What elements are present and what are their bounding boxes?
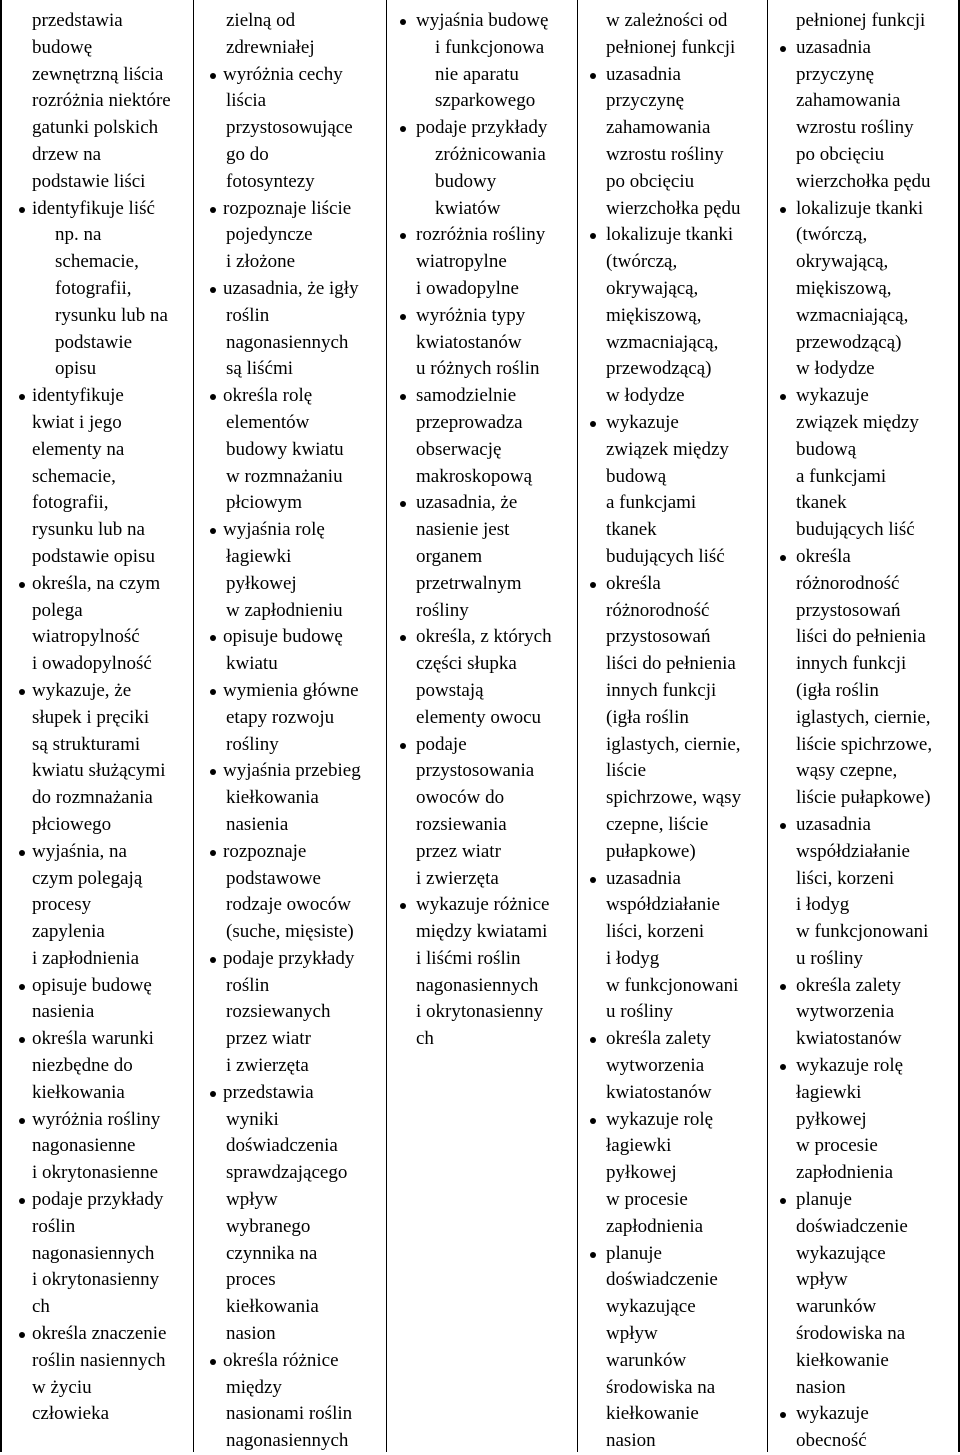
bullet-item-line: uzasadnia	[578, 866, 767, 893]
text-line: przyczynę	[796, 63, 875, 85]
text-line: liści, korzeni	[796, 867, 895, 889]
text-line: kiełkowania	[226, 787, 319, 809]
bullet-item-line: planuje	[578, 1241, 767, 1268]
text-line: proces	[226, 1269, 276, 1291]
text-line: (igła roślin	[606, 706, 689, 728]
text-line: kwiatostanów	[606, 1081, 712, 1103]
text-line: zewnętrzną liścia	[32, 63, 164, 85]
text-line: do rozmnażania	[32, 787, 153, 809]
text-line: elementów	[226, 411, 310, 433]
text-line: procesy	[32, 894, 92, 916]
text-line: kwiatu	[226, 653, 278, 675]
text-line: fotografii,	[32, 492, 109, 514]
text-line: i zwierzęta	[416, 867, 499, 889]
text-line: budujących liść	[796, 519, 915, 541]
text-line: i funkcjonowa	[435, 36, 545, 58]
text-line: i łodyg	[606, 947, 660, 969]
text-line: łagiewki	[796, 1081, 862, 1103]
text-line: budową	[606, 465, 667, 487]
bullet-item-line: określa, z których	[387, 624, 577, 651]
text-line: pełnionej funkcji	[796, 10, 926, 31]
text-line: liści do pełnienia	[796, 626, 926, 648]
text-line: nasion	[226, 1323, 276, 1345]
text-line: wybranego	[226, 1215, 311, 1237]
bullet-item-line: wyjaśnia budowę	[387, 8, 577, 35]
column-4	[578, 0, 768, 1452]
text-line: nagonasiennych	[416, 974, 539, 996]
text-line: nagonasienne	[32, 1135, 136, 1157]
bullet-item-line: podaje przykłady	[387, 115, 577, 142]
text-line: nagonasiennych	[226, 1430, 349, 1452]
text-line: schemacie,	[32, 465, 116, 487]
text-line: między kwiatami	[416, 921, 548, 943]
bullet-item-line: opisuje budowę	[194, 624, 386, 651]
bullet-item-line: określa znaczenie	[2, 1321, 193, 1348]
text-line: doświadczenie	[796, 1215, 908, 1237]
text-line: między	[226, 1376, 282, 1398]
bullet-item-line: uzasadnia, że igły	[194, 276, 386, 303]
text-line: drzew na	[32, 143, 102, 165]
text-line: czynnika na	[226, 1242, 318, 1264]
text-line: liście spichrzowe,	[796, 733, 933, 755]
text-line: u różnych roślin	[416, 358, 540, 380]
bullet-item-line: wykazuje	[578, 410, 767, 437]
text-line: w zależności od	[606, 10, 728, 31]
text-line: wierzchołka pędu	[606, 197, 741, 219]
text-line: spichrzowe, wąsy	[606, 787, 742, 809]
text-line: budową	[796, 438, 857, 460]
bullet-item-line: przedstawia	[194, 1080, 386, 1107]
bullet-item-line: wykazuje rolę	[768, 1053, 960, 1080]
text-line: liście pułapkowe)	[796, 787, 931, 809]
bullet-item-line: wykazuje, że	[2, 678, 193, 705]
text-line: słupek i pręciki	[32, 706, 150, 728]
bullet-item-line: lokalizuje tkanki	[578, 222, 767, 249]
text-line: i owadopylne	[416, 277, 519, 299]
bullet-item-line: wyjaśnia rolę	[194, 517, 386, 544]
bullet-item-line: wyjaśnia, na	[2, 839, 193, 866]
text-line: kiełkowania	[32, 1081, 125, 1103]
text-line: wpływ	[796, 1269, 848, 1291]
text-line: są strukturami	[32, 733, 141, 755]
text-line: przystosowań	[796, 599, 901, 621]
text-line: nasion	[796, 1376, 846, 1398]
text-line: i złożone	[226, 251, 296, 273]
text-line: różnorodność	[796, 572, 900, 594]
text-line: iglastych, ciernie,	[796, 706, 931, 728]
text-line: miękiszową,	[796, 277, 892, 299]
text-line: kwiat i jego	[32, 411, 122, 433]
text-line: i okrytonasienne	[32, 1162, 159, 1184]
text-line: elementy na	[32, 438, 125, 460]
text-line: wyniki	[226, 1108, 279, 1130]
bullet-item-line: uzasadnia, że	[387, 490, 577, 517]
text-line: zapylenia	[32, 921, 105, 943]
text-line: powstają	[416, 679, 484, 701]
column-4-list	[578, 0, 767, 1455]
bullet-item-line: lokalizuje tkanki	[768, 196, 960, 223]
bullet-item-line: wyjaśnia przebieg	[194, 758, 386, 785]
text-line: podstawowe	[226, 867, 321, 889]
bullet-item-line: podaje przykłady	[194, 946, 386, 973]
bullet-item-line: wykazuje rolę	[578, 1107, 767, 1134]
bullet-item-line: rozpoznaje liście	[194, 196, 386, 223]
text-line: przewodzącą)	[796, 331, 902, 353]
column-3-list	[387, 0, 577, 1053]
bullet-item-line: opisuje budowę	[2, 973, 193, 1000]
text-line: doświadczenie	[606, 1269, 718, 1291]
text-line: warunków	[606, 1349, 687, 1371]
text-line: nasionami roślin	[226, 1403, 353, 1425]
text-line: np. na	[55, 224, 102, 246]
text-line: podstawie	[55, 331, 133, 353]
text-line: rozsiewanych	[226, 1001, 331, 1023]
bullet-item-line: określa zalety	[768, 973, 960, 1000]
text-line: przez wiatr	[416, 840, 501, 862]
text-line: w funkcjonowani	[796, 921, 929, 943]
text-line: przetrwalnym	[416, 572, 522, 594]
text-line: nasienie jest	[416, 519, 510, 541]
text-line: doświadczenia	[226, 1135, 338, 1157]
text-line: (suche, mięsiste)	[226, 921, 354, 943]
bullet-item-line: uzasadnia	[578, 62, 767, 89]
text-line: (twórczą,	[796, 224, 868, 246]
text-line: roślin	[32, 1215, 76, 1237]
text-line: wzmacniającą,	[606, 331, 719, 353]
text-line: roślin	[226, 974, 270, 996]
text-line: liścia	[226, 90, 267, 112]
text-line: iglastych, ciernie,	[606, 733, 741, 755]
text-line: i liśćmi roślin	[416, 947, 521, 969]
text-line: budowę	[32, 36, 93, 58]
text-line: łagiewki	[226, 545, 292, 567]
text-line: rośliny	[416, 599, 469, 621]
bullet-item-line: określa różnice	[194, 1348, 386, 1375]
text-line: w życiu	[32, 1376, 92, 1398]
text-line: przystosowania	[416, 760, 535, 782]
bullet-item-line: wyróżnia typy	[387, 303, 577, 330]
text-line: makroskopową	[416, 465, 533, 487]
bullet-item-line: określa zalety	[578, 1026, 767, 1053]
text-line: i łodyg	[796, 894, 850, 916]
bullet-item-line: określa rolę	[194, 383, 386, 410]
bullet-item-line: identyfikuje liść	[2, 196, 193, 223]
text-line: różnorodność	[606, 599, 710, 621]
text-line: budowy	[435, 170, 497, 192]
text-line: przeprowadza	[416, 411, 523, 433]
bullet-item-line: wykazuje	[768, 1401, 960, 1428]
text-line: w procesie	[796, 1135, 878, 1157]
text-line: współdziałanie	[606, 894, 720, 916]
text-line: etapy rozwoju	[226, 706, 335, 728]
bullet-item-line: wykazuje	[768, 383, 960, 410]
text-line: podstawie opisu	[32, 545, 155, 567]
text-line: zielną od	[226, 10, 296, 31]
text-line: zapłodnienia	[796, 1162, 894, 1184]
text-line: zahamowania	[606, 117, 711, 139]
text-line: rośliny	[226, 733, 279, 755]
text-line: rozsiewania	[416, 813, 507, 835]
text-line: wykazujące	[606, 1296, 696, 1318]
text-line: fotosyntezy	[226, 170, 315, 192]
text-line: ch	[416, 1028, 434, 1050]
text-line: przystosowujące	[226, 117, 353, 139]
text-line: części słupka	[416, 653, 517, 675]
text-line: tkanek	[606, 519, 657, 541]
text-line: okrywającą,	[606, 277, 699, 299]
text-line: przystosowań	[606, 626, 711, 648]
text-line: kwiatu służącymi	[32, 760, 166, 782]
column-5-list	[768, 0, 960, 1455]
text-line: pełnionej funkcji	[606, 36, 736, 58]
text-line: budowy kwiatu	[226, 438, 344, 460]
text-line: wierzchołka pędu	[796, 170, 931, 192]
text-line: płciowym	[226, 492, 302, 514]
text-line: czepne, liście	[606, 813, 709, 835]
text-line: kwiatostanów	[416, 331, 522, 353]
text-line: roślin	[226, 304, 270, 326]
text-line: elementy owocu	[416, 706, 542, 728]
text-line: związek między	[606, 438, 729, 460]
text-line: i zwierzęta	[226, 1055, 309, 1077]
column-2-list	[194, 0, 386, 1455]
text-line: wpływ	[226, 1189, 278, 1211]
text-line: w rozmnażaniu	[226, 465, 343, 487]
text-line: związek między	[796, 411, 919, 433]
text-line: kiełkowania	[226, 1296, 319, 1318]
text-line: obecność	[796, 1430, 867, 1452]
text-line: zahamowania	[796, 90, 901, 112]
text-line: zdrewniałej	[226, 36, 315, 58]
text-line: (twórczą,	[606, 251, 678, 273]
text-line: w funkcjonowani	[606, 974, 739, 996]
text-line: wąsy czepne,	[796, 760, 898, 782]
text-line: rozróżnia niektóre	[32, 90, 171, 112]
text-line: po obcięciu	[606, 170, 695, 192]
text-line: obserwację	[416, 438, 502, 460]
text-line: u rośliny	[796, 947, 864, 969]
text-line: owoców do	[416, 787, 505, 809]
text-line: rysunku lub na	[32, 519, 145, 541]
text-line: przedstawia	[32, 10, 123, 31]
text-line: rodzaje owoców	[226, 894, 352, 916]
text-line: organem	[416, 545, 483, 567]
text-line: w łodydze	[796, 358, 875, 380]
text-line: i okrytonasienny	[416, 1001, 544, 1023]
column-5	[768, 0, 960, 1452]
text-line: szparkowego	[435, 90, 536, 112]
text-line: nasienia	[226, 813, 289, 835]
text-line: tkanek	[796, 492, 847, 514]
text-line: nagonasiennych	[32, 1242, 155, 1264]
text-line: nasion	[606, 1430, 656, 1452]
text-line: płciowego	[32, 813, 112, 835]
text-line: i owadopylność	[32, 653, 152, 675]
text-line: w zapłodnieniu	[226, 599, 343, 621]
bullet-item-line: określa warunki	[2, 1026, 193, 1053]
text-line: warunków	[796, 1296, 877, 1318]
text-line: liści do pełnienia	[606, 653, 736, 675]
bullet-item-line: określa, na czym	[2, 571, 193, 598]
bullet-item-line: rozróżnia rośliny	[387, 222, 577, 249]
text-line: budujących liść	[606, 545, 725, 567]
text-line: a funkcjami	[796, 465, 887, 487]
text-line: okrywającą,	[796, 251, 889, 273]
text-line: środowiska na	[606, 1376, 716, 1398]
text-line: przyczynę	[606, 90, 685, 112]
bullet-item-line: określa	[768, 544, 960, 571]
text-line: nie aparatu	[435, 63, 519, 85]
text-line: i zapłodnienia	[32, 947, 140, 969]
text-line: wpływ	[606, 1323, 658, 1345]
text-line: a funkcjami	[606, 492, 697, 514]
text-line: po obcięciu	[796, 143, 885, 165]
text-line: przewodzącą)	[606, 358, 712, 380]
text-line: są liśćmi	[226, 358, 294, 380]
column-1-list	[2, 0, 193, 1428]
text-line: pyłkowej	[226, 572, 297, 594]
bullet-item-line: wykazuje różnice	[387, 892, 577, 919]
text-line: przez wiatr	[226, 1028, 311, 1050]
bullet-item-line: wymienia główne	[194, 678, 386, 705]
text-line: fotografii,	[55, 277, 132, 299]
text-line: wiatropylność	[32, 626, 140, 648]
text-line: kwiatostanów	[796, 1028, 902, 1050]
text-line: podstawie liści	[32, 170, 146, 192]
text-line: zróżnicowania	[435, 143, 546, 165]
text-line: i okrytonasienny	[32, 1269, 160, 1291]
column-1	[2, 0, 194, 1452]
text-line: pułapkowe)	[606, 840, 696, 862]
bullet-item-line: planuje	[768, 1187, 960, 1214]
column-3	[387, 0, 578, 1452]
bullet-item-line: samodzielnie	[387, 383, 577, 410]
text-line: nasienia	[32, 1001, 95, 1023]
text-line: wzrostu rośliny	[606, 143, 724, 165]
text-line: miękiszową,	[606, 304, 702, 326]
bullet-item-line: uzasadnia	[768, 35, 960, 62]
text-line: wiatropylne	[416, 251, 507, 273]
text-line: wzmacniającą,	[796, 304, 909, 326]
text-line: innych funkcji	[796, 653, 907, 675]
text-line: kiełkowanie	[796, 1349, 889, 1371]
text-line: wytworzenia	[796, 1001, 895, 1023]
text-line: opisu	[55, 358, 97, 380]
text-line: innych funkcji	[606, 679, 717, 701]
text-line: środowiska na	[796, 1323, 906, 1345]
text-line: łagiewki	[606, 1135, 672, 1157]
text-line: kwiatów	[435, 197, 501, 219]
text-line: liście	[606, 760, 647, 782]
text-line: wzrostu rośliny	[796, 117, 914, 139]
text-line: w łodydze	[606, 385, 685, 407]
bullet-item-line: określa	[578, 571, 767, 598]
text-line: pojedyncze	[226, 224, 313, 246]
bullet-item-line: podaje przykłady	[2, 1187, 193, 1214]
text-line: rysunku lub na	[55, 304, 168, 326]
text-line: schemacie,	[55, 251, 139, 273]
text-line: ch	[32, 1296, 50, 1318]
text-line: gatunki polskich	[32, 117, 159, 139]
text-line: u rośliny	[606, 1001, 674, 1023]
text-line: współdziałanie	[796, 840, 910, 862]
text-line: liści, korzeni	[606, 921, 705, 943]
text-line: w procesie	[606, 1189, 688, 1211]
bullet-item-line: identyfikuje	[2, 383, 193, 410]
bullet-item-line: podaje	[387, 732, 577, 759]
column-2	[194, 0, 387, 1452]
text-line: niezbędne do	[32, 1055, 133, 1077]
text-line: (igła roślin	[796, 679, 879, 701]
text-line: pyłkowej	[796, 1108, 867, 1130]
bullet-item-line: wyróżnia cechy	[194, 62, 386, 89]
text-line: kiełkowanie	[606, 1403, 699, 1425]
text-line: czym polegają	[32, 867, 143, 889]
text-line: polega	[32, 599, 83, 621]
text-line: go do	[226, 143, 269, 165]
bullet-item-line: wyróżnia rośliny	[2, 1107, 193, 1134]
text-line: roślin nasiennych	[32, 1349, 166, 1371]
text-line: wytworzenia	[606, 1055, 705, 1077]
bullet-item-line: rozpoznaje	[194, 839, 386, 866]
text-line: człowieka	[32, 1403, 110, 1425]
text-line: zapłodnienia	[606, 1215, 704, 1237]
text-line: wykazujące	[796, 1242, 886, 1264]
bullet-item-line: uzasadnia	[768, 812, 960, 839]
text-line: pyłkowej	[606, 1162, 677, 1184]
text-line: sprawdzającego	[226, 1162, 348, 1184]
text-line: nagonasiennych	[226, 331, 349, 353]
